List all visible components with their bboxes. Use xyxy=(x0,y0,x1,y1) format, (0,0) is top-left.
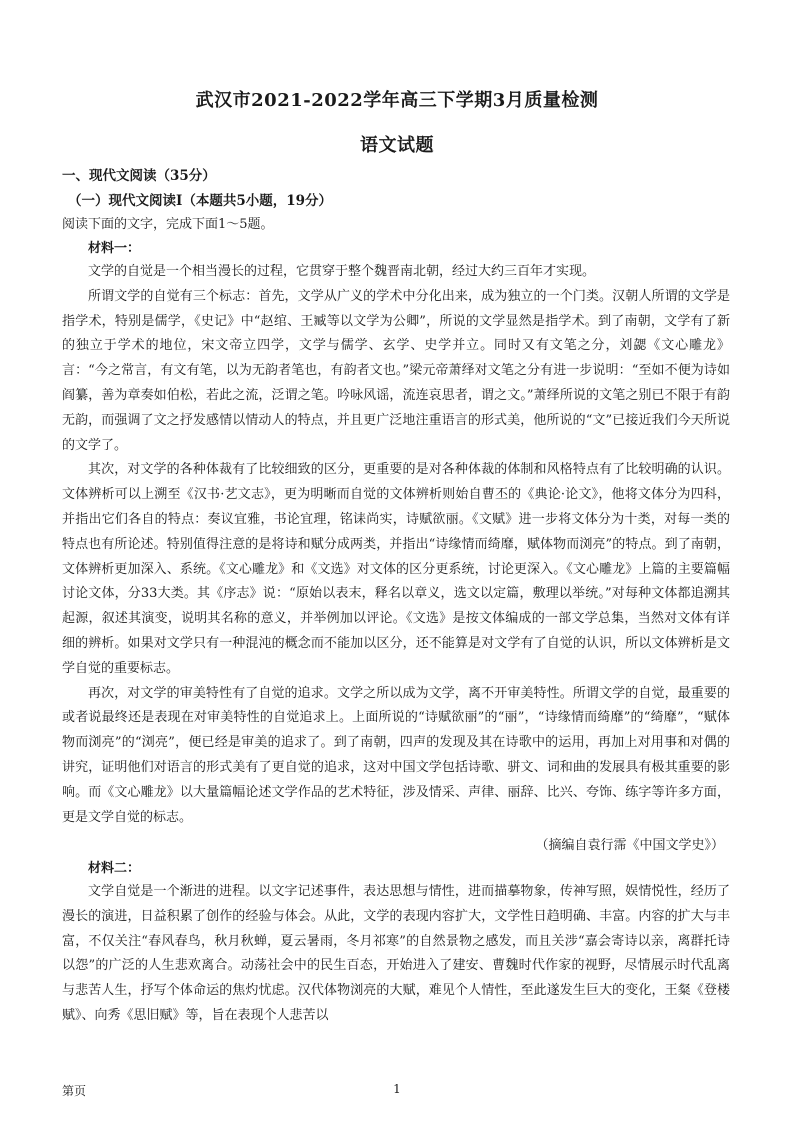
exam-subtitle: 语文试题 xyxy=(360,135,434,156)
material-2-label: 材料二： xyxy=(88,861,141,876)
material-1-label: 材料一： xyxy=(88,241,141,256)
paragraph: 所谓文学的自觉有三个标志：首先，文学从广义的学术中分化出来，成为独立的一个门类。汉朝人所谓的文学是指学术，特别是儒学，《史记》中“赵绾、王臧等以文学为公卿”，所说的文学显然是指学术。到了南朝，文学有了新的独立于学术的地位，宋文帝立四学，文学与儒学、玄学、史学并立。同时又有文笔之分，刘勰《文心雕龙》言：“今之常言，有文有笔，以为无韵者笔也，有韵者文也。”梁元帝萧绎对文笔之分有进一步说明：“至如不便为诗如阎纂，善为章奏如伯松，若此之流，泛谓之笔。吟咏风谣，流连哀思者，谓之文。”萧绎所说的文笔之别已不限于有韵无韵，而强调了文之抒发感情以情动人的特点，并且更广泛地注重语言的形式美，他所说的“文”已接近我们今天所说的文学了。 xyxy=(62,288,730,453)
paragraph: 文学自觉是一个渐进的进程。以文字记述事件，表达思想与情性，进而描摹物象，传神写照，娱情悦性，经历了漫长的演进，日益积累了创作的经验与体会。从此，文学的表现内容扩大，文学性日趋明确、丰富。内容的扩大与丰富，不仅关注“春风春鸟，秋月秋蝉，夏云暑雨，冬月祁寒”的自然景物之感发，而且关涉“嘉会寄诗以亲，离群托诗以怨”的广泛的人生悲欢离合。动荡社会中的民生百态，开始进入了建安、曹魏时代作家的视野，尽情展示时代乱离与悲苦人生，抒写个体命运的焦灼忧虑。汉代体物浏亮的大赋，难见个人情性，至此遂发生巨大的变化，王粲《登楼赋》、向秀《思旧赋》等，旨在表现个人悲苦以 xyxy=(62,884,730,1023)
paragraph: 再次，对文学的审美特性有了自觉的追求。文学之所以成为文学，离不开审美特性。所谓文学的自觉，最重要的或者说最终还是表现在对审美特性的自觉追求上。上面所说的“诗赋欲丽”的“丽”，“诗缘情而绮靡”的“绮靡”，“赋体物而浏亮”的“浏亮”，便已经是审美的追求了。到了南朝，四声的发现及其在诗歌中的运用，再加上对用事和对偶的讲究，证明他们对语言的形式美有了更自觉的追求，这对中国文学包括诗歌、骈文、词和曲的发展具有极其重要的影响。而《文心雕龙》以大量篇幅论述文学作品的艺术特征，涉及情采、声律、丽辞、比兴、夸饰、练字等许多方面，更是文学自觉的标志。 xyxy=(62,685,730,825)
sub-section-heading: （一）现代文阅读Ⅰ（本题共5小题，19分） xyxy=(68,193,332,209)
material-1-body xyxy=(62,260,730,830)
footer-label: 第页 xyxy=(62,1084,87,1098)
exam-title: 武汉市2021-2022学年高三下学期3月质量检测 xyxy=(195,90,599,111)
section-heading: 一、现代文阅读（35分） xyxy=(62,168,216,184)
page-number: 1 xyxy=(393,1082,401,1096)
paragraph: 文学的自觉是一个相当漫长的过程，它贯穿于整个魏晋南北朝，经过大约三百年才实现。 xyxy=(88,264,596,279)
reading-instruction: 阅读下面的文字，完成下面1～5题。 xyxy=(62,217,274,232)
material-2-body xyxy=(62,880,730,1029)
material-1-source: （摘编自袁行霈《中国文学史》） xyxy=(535,838,724,853)
paragraph: 其次，对文学的各种体裁有了比较细致的区分，更重要的是对各种体裁的体制和风格特点有了比较明确的认识。文体辨析可以上溯至《汉书·艺文志》，更为明晰而自觉的文体辨析则始自曹丕的《典论·论文》，他将文体分为四科，并指出它们各自的特点：奏议宜雅，书论宜理，铭诔尚实，诗赋欲丽。《文赋》进一步将文体分为十类，对每一类的特点也有所论述。特别值得注意的是将诗和赋分成两类，并指出“诗缘情而绮靡，赋体物而浏亮”的特点。到了南朝，文体辨析更加深入、系统。《文心雕龙》和《文选》对文体的区分更系统，讨论更深入。《文心雕龙》上篇的主要篇幅讨论文体，分33大类。其《序志》说：“原始以表末，释名以章义，选文以定篇，敷理以举统。”对每种文体都追溯其起源，叙述其演变，说明其名称的意义，并举例加以评论。《文选》是按文体编成的一部文学总集，当然对文体有详细的辨析。如果对文学只有一种混沌的概念而不能加以区分，还不能算是对文学有了自觉的认识，所以文体辨析是文学自觉的重要标志。 xyxy=(62,462,730,676)
